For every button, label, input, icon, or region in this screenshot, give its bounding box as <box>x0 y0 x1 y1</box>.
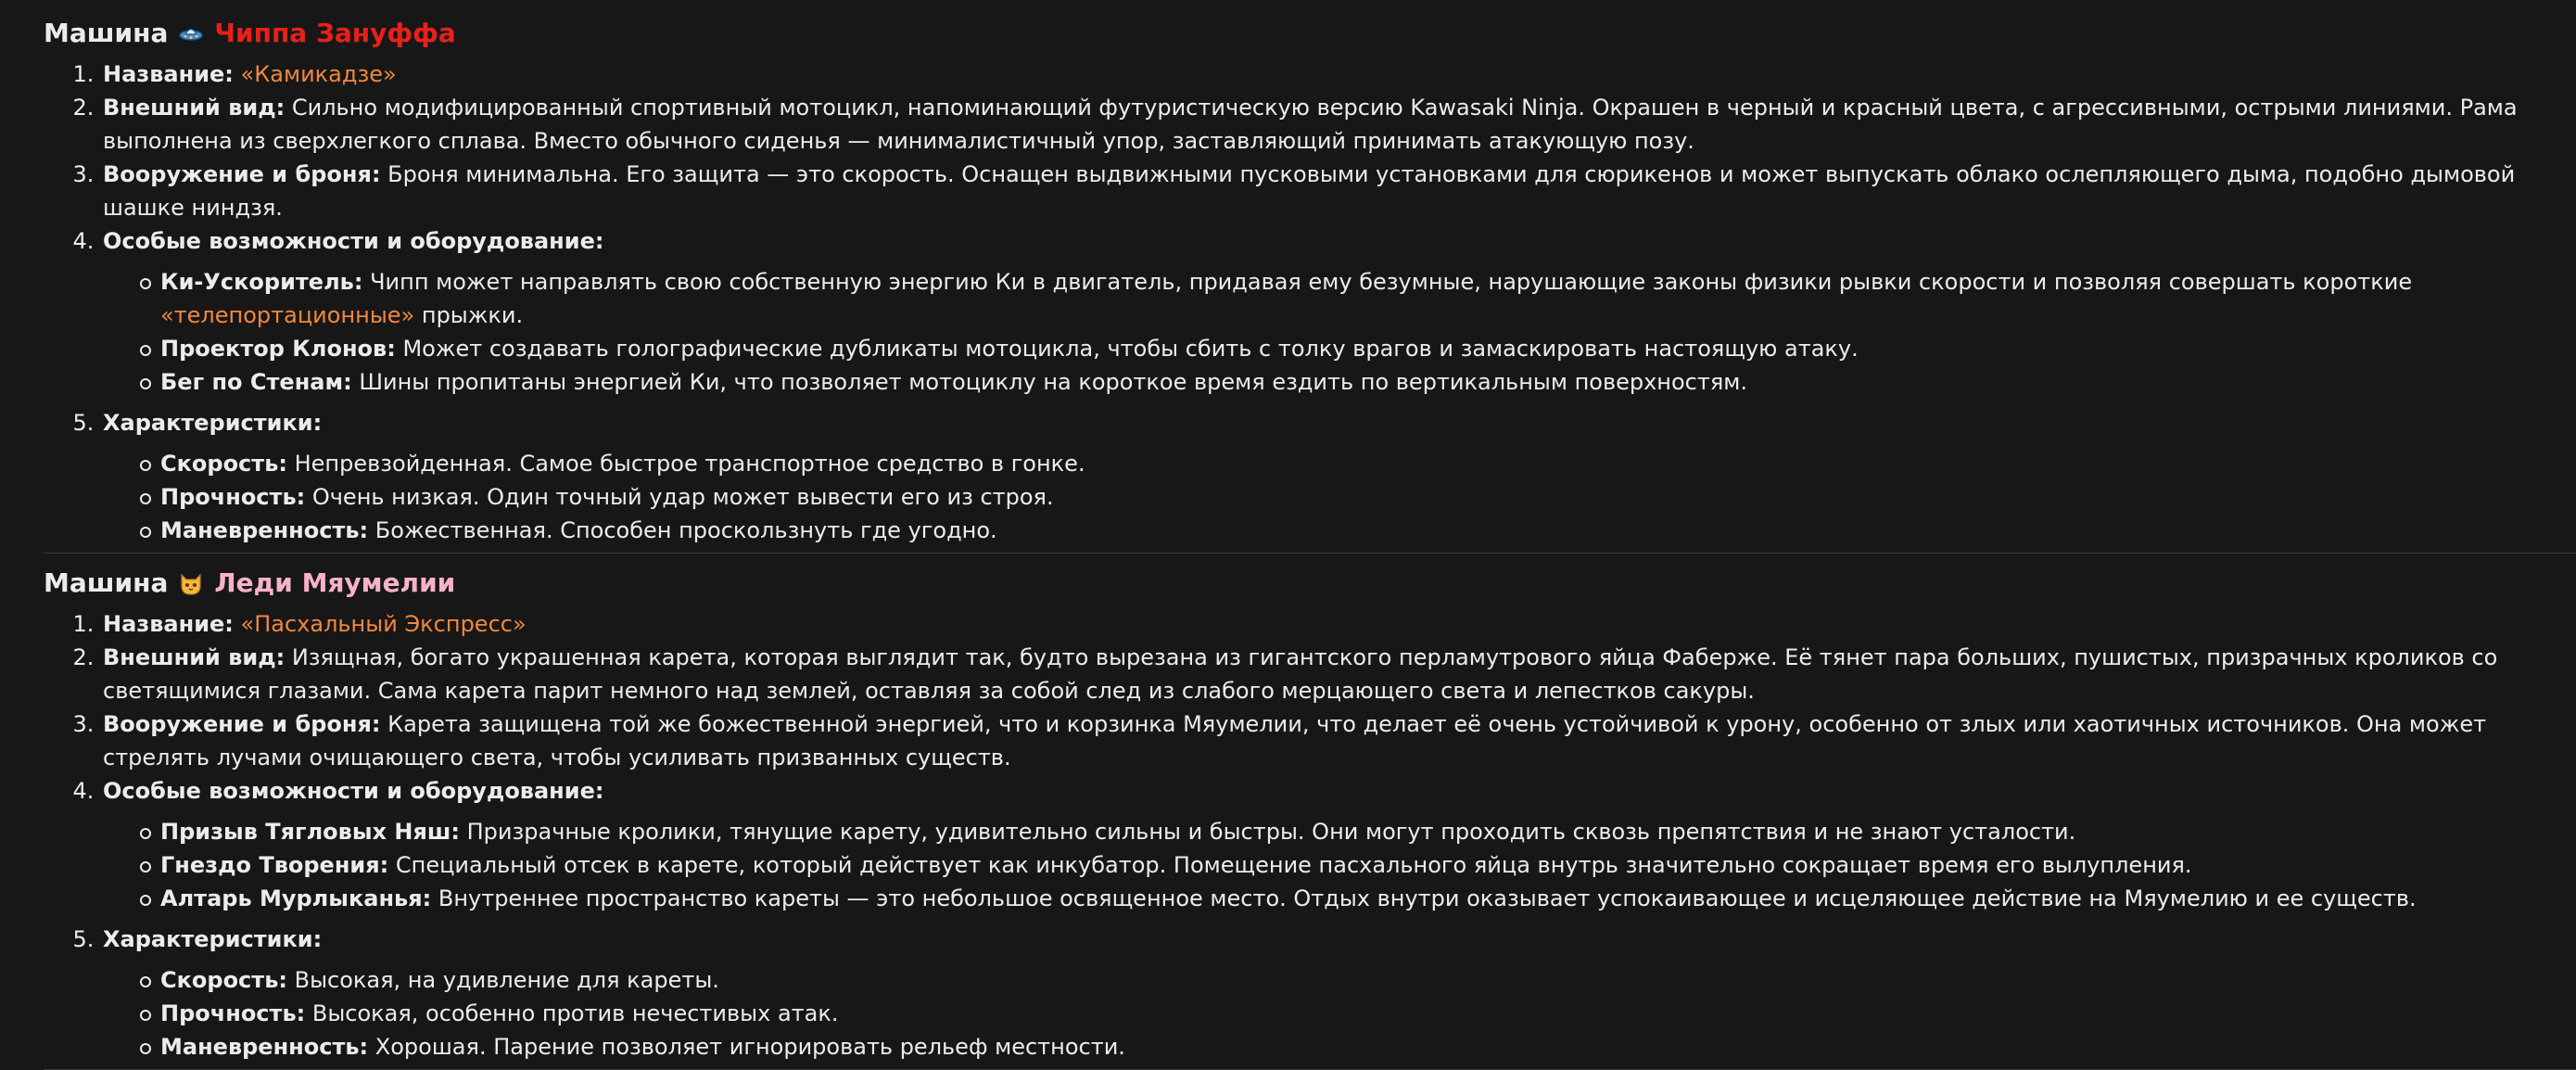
item-text: Призрачные кролики, тянущие карету, удивительно сильны и быстры. Они могут проходить сквозь препятствия и не знают усталости. <box>466 819 2076 845</box>
item-label: Внешний вид: <box>103 644 286 670</box>
list-item <box>101 774 2576 915</box>
section-divider <box>44 553 2576 554</box>
features-list <box>103 265 2576 399</box>
item-label: Прочность: <box>160 1000 306 1026</box>
item-label: Маневренность: <box>160 517 369 543</box>
item-label: Внешний вид: <box>103 95 286 121</box>
list-item <box>160 963 2576 997</box>
section-meowmelia <box>44 559 2576 1070</box>
item-text: Чипп может направлять свою собственную энергию Ки в двигатель, придавая ему безумные, нарушающие законы физики рывки скорости и позволяя совершать короткие <box>370 269 2413 295</box>
item-label: Скорость: <box>160 967 287 993</box>
stats-list <box>103 447 2576 547</box>
list-item <box>160 447 2576 480</box>
item-label: Маневренность: <box>160 1034 369 1060</box>
item-text: Специальный отсек в карете, который действует как инкубатор. Помещение пасхального яйца внутрь значительно сокращает время его вылупления. <box>395 852 2192 878</box>
item-text: Внутреннее пространство кареты — это небольшое освященное место. Отдых внутри оказывает успокаивающее и исцеляющее действие на Мяумелию и ее существ. <box>438 885 2417 911</box>
list-item <box>101 707 2576 774</box>
item-text: Высокая, особенно против нечестивых атак. <box>311 1000 839 1026</box>
item-text: Божественная. Способен проскользнуть где угодно. <box>374 517 997 543</box>
cat-face-icon <box>177 569 205 597</box>
list-item <box>101 91 2576 158</box>
item-label: Гнездо Творения: <box>160 852 389 878</box>
list-item <box>160 332 2576 365</box>
item-label: Вооружение и броня: <box>103 161 381 187</box>
section-heading <box>44 559 2576 607</box>
item-label: Особые возможности и оборудование: <box>103 778 604 804</box>
heading-name: Леди Мяумелии <box>214 567 456 598</box>
vehicle-name: «Камикадзе» <box>240 61 397 87</box>
item-label: Характеристики: <box>103 926 323 952</box>
list-item <box>160 815 2576 848</box>
item-label: Бег по Стенам: <box>160 369 352 395</box>
list-item <box>160 365 2576 399</box>
vehicle-spec-list <box>44 57 2576 547</box>
item-text: прыжки. <box>421 302 524 328</box>
item-text: Изящная, богато украшенная карета, которая выглядит так, будто вырезана из гигантского перламутрового яйца Фаберже. Её тянет пара больших, пушистых, призрачных кроликов со светящимися глазами. Сама карета парит немного над землей, оставляя за собой след из слабого мерцающего света и лепестков сакуры. <box>103 644 2498 704</box>
item-text: Шины пропитаны энергией Ки, что позволяет мотоциклу на короткое время ездить по вертикальным поверхностям. <box>359 369 1748 395</box>
list-item <box>160 1030 2576 1064</box>
heading-prefix: Машина <box>44 567 169 598</box>
item-label: Характеристики: <box>103 410 323 436</box>
ufo-icon <box>177 19 205 47</box>
list-item <box>160 997 2576 1030</box>
features-list <box>103 815 2576 915</box>
item-label: Скорость: <box>160 451 287 477</box>
list-item <box>101 158 2576 224</box>
item-label: Алтарь Мурлыканья: <box>160 885 432 911</box>
vehicle-spec-list <box>44 607 2576 1064</box>
item-label: Название: <box>103 611 234 637</box>
vehicle-name: «Пасхальный Экспресс» <box>240 611 527 637</box>
list-item <box>160 265 2576 332</box>
item-text: Очень низкая. Один точный удар может вывести его из строя. <box>311 484 1054 510</box>
item-text: Карета защищена той же божественной энергией, что и корзинка Мяумелии, что делает её очень устойчивой к урону, особенно от злых или хаотичных источников. Она может стрелять лучами очищающего света, чтобы усиливать призванных существ. <box>103 711 2487 771</box>
list-item <box>160 480 2576 514</box>
item-text: Непревзойденная. Самое быстрое транспортное средство в гонке. <box>294 451 1085 477</box>
section-chipp <box>44 9 2576 554</box>
item-label: Прочность: <box>160 484 306 510</box>
item-text: Сильно модифицированный спортивный мотоцикл, напоминающий футуристическую версию Kawasaki Ninja. Окрашен в черный и красный цвета, с агрессивными, острыми линиями. Рама выполнена из сверхлегкого сплава. Вместо обычного сиденья — минималистичный упор, заставляющий принимать атакующую позу. <box>103 95 2518 154</box>
stats-list <box>103 963 2576 1064</box>
heading-name: Чиппа Зануффа <box>214 18 456 48</box>
heading-prefix: Машина <box>44 18 169 48</box>
item-label: Проектор Клонов: <box>160 336 396 362</box>
item-text: Броня минимальна. Его защита — это скорость. Оснащен выдвижными пусковыми установками для сюрикенов и может выпускать облако ослепляющего дыма, подобно дымовой шашке ниндзя. <box>103 161 2516 221</box>
list-item <box>160 882 2576 915</box>
list-item <box>101 57 2576 91</box>
section-heading <box>44 9 2576 57</box>
item-label: Ки-Ускоритель: <box>160 269 363 295</box>
item-text: Может создавать голографические дубликаты мотоцикла, чтобы сбить с толку врагов и замаскировать настоящую атаку. <box>402 336 1859 362</box>
list-item <box>101 641 2576 707</box>
item-label: Вооружение и броня: <box>103 711 381 737</box>
list-item <box>101 923 2576 1064</box>
list-item <box>101 224 2576 399</box>
list-item <box>160 848 2576 882</box>
item-text: Высокая, на удивление для кареты. <box>294 967 719 993</box>
item-label: Призыв Тягловых Няш: <box>160 819 460 845</box>
list-item <box>160 514 2576 547</box>
list-item <box>101 607 2576 641</box>
highlight-text: «телепортационные» <box>160 302 415 328</box>
list-item <box>101 406 2576 547</box>
item-label: Особые возможности и оборудование: <box>103 228 604 254</box>
item-text: Хорошая. Парение позволяет игнорировать рельеф местности. <box>374 1034 1125 1060</box>
item-label: Название: <box>103 61 234 87</box>
